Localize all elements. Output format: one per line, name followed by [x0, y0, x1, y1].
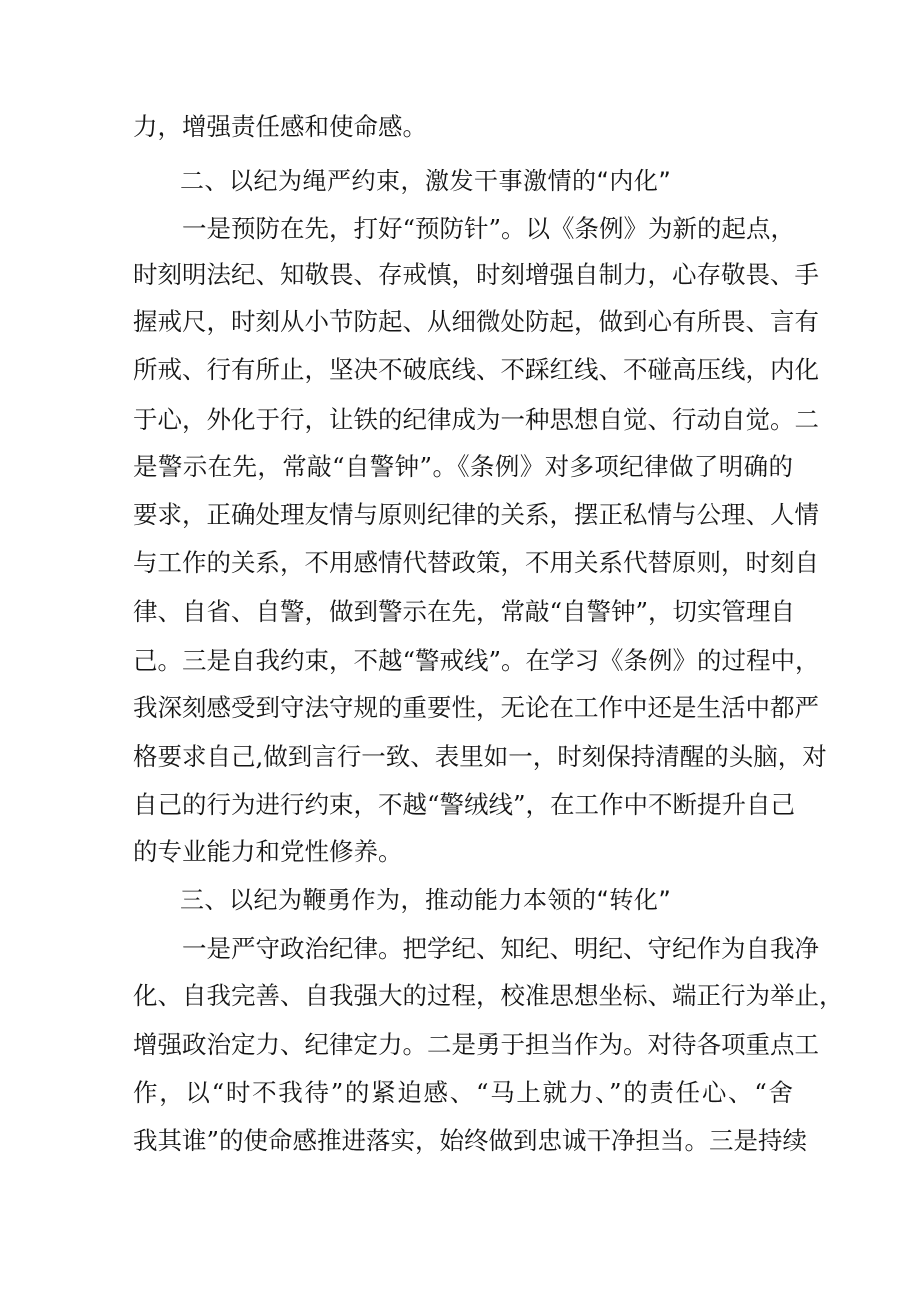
paragraph-line: 增强政治定力、纪律定力。二是勇于担当作为。对待各项重点工 [133, 1030, 819, 1059]
paragraph-line: 于心，外化于行，让铁的纪律成为一种思想自觉、行动自觉。二 [133, 405, 819, 434]
paragraph-line: 我深刻感受到守法守规的重要性，无论在工作中还是生活中都严 [133, 693, 819, 722]
paragraph-line: 时刻明法纪、知敬畏、存戒慎，时刻增强自制力，心存敬畏、手 [133, 260, 819, 289]
paragraph-line: 的专业能力和党性修养。 [133, 837, 403, 866]
paragraph-line: 作，以“时不我待”的紧迫感、“马上就力、”的责任心、“舍 [133, 1078, 793, 1107]
paragraph-line: 一是严守政治纪律。把学纪、知纪、明纪、守纪作为自我净 [182, 934, 819, 963]
section-heading-2: 二、以纪为绳严约束，激发干事激情的“内化” [180, 167, 672, 195]
section-heading-3: 三、以纪为鞭勇作为，推动能力本领的“转化” [180, 886, 672, 914]
paragraph-line: 力，增强责任感和使命感。 [133, 112, 427, 141]
paragraph-line: 我其谁”的使命感推进落实，始终做到忠诚干净担当。三是持续 [133, 1126, 808, 1155]
paragraph-line: 是警示在先，常敲“自警钟”。《条例》对多项纪律做了明确的 [133, 452, 793, 481]
paragraph-line: 与工作的关系，不用感情代替政策，不用关系代替原则，时刻自 [133, 548, 819, 577]
paragraph-line: 己。三是自我约束，不越“警戒线”。在学习《条例》的过程中， [133, 646, 820, 675]
paragraph-line: 要求，正确处理友情与原则纪律的关系，摆正私情与公理、人情 [133, 500, 819, 529]
paragraph-line: 握戒尺，时刻从小节防起、从细微处防起，做到心有所畏、言有 [133, 307, 819, 336]
paragraph-line: 所戒、行有所止，坚决不破底线、不踩红线、不碰高压线，内化 [133, 355, 819, 384]
paragraph-line: 化、自我完善、自我强大的过程，校准思想坐标、端正行为举止， [133, 981, 844, 1010]
paragraph-line: 律、自省、自警，做到警示在先，常敲“自警钟”，切实管理自 [133, 597, 796, 626]
paragraph-line: 一是预防在先，打好“预防针”。以《条例》为新的起点， [182, 214, 796, 243]
paragraph-line: 格要求自己,做到言行一致、表里如一，时刻保持清醒的头脑，对 [133, 742, 827, 771]
paragraph-line: 自己的行为进行约束，不越“警绒线”，在工作中不断提升自己 [133, 790, 796, 819]
